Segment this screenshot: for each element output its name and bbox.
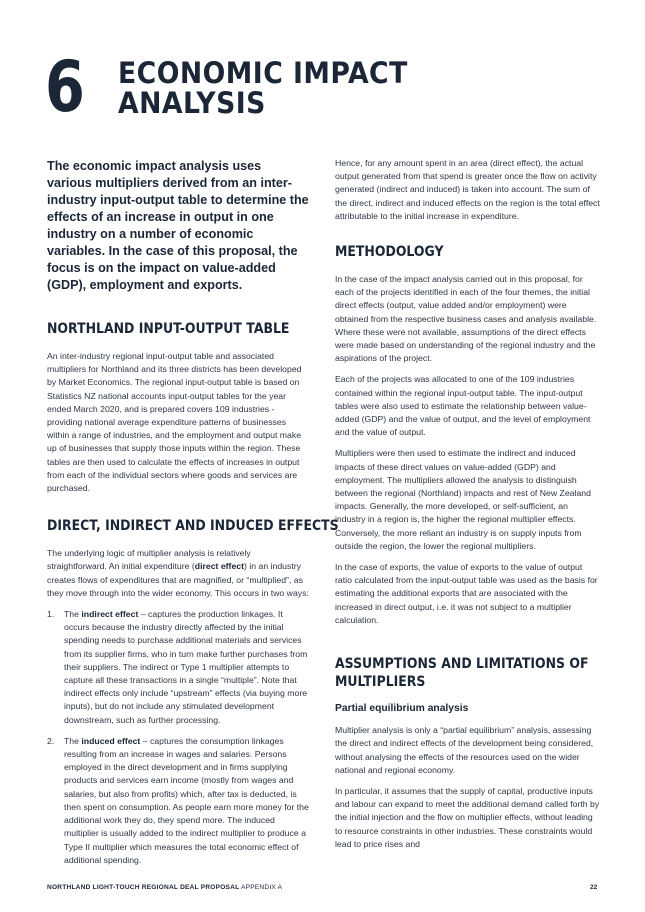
methodology-heading: METHODOLOGY xyxy=(335,244,444,261)
right-column xyxy=(335,157,600,859)
effects-heading: DIRECT, INDIRECT AND INDUCED EFFECTS xyxy=(47,518,339,535)
direct-effect-term: direct effect xyxy=(194,561,245,572)
page-number: 22 xyxy=(590,884,598,891)
chapter-title-line-1: ECONOMIC IMPACT xyxy=(118,56,408,90)
assumptions-heading: ASSUMPTIONS AND LIMITATIONS OF MULTIPLIERS xyxy=(335,656,589,691)
list-item: 2. The induced effect – captures the consumption linkages resulting from an increase in wages and salaries. Persons employed in the direct development and in firms supplying products and services earn income (mostly from wages and salaries, but also from profits) which, after tax is deducted, is then spent on consumption. As people earn more money for the additional work they do, they spend more. The induced multiplier is usually added to the indirect multiplier to produce a Type II multiplier which measures the total economic effect of additional spending. xyxy=(47,735,309,865)
assumptions-paragraph-2: In particular, it assumes that the supply of capital, productive inputs and labour can expand to meet the additional demand called forth by the initial injection and the flow on multiplier effects, without leading to resource constraints in other industries. These constraints would lead to price rises and xyxy=(335,785,600,849)
list-item: 1. The indirect effect – captures the production linkages. It occurs because the industry directly affected by the initial spending needs to purchase additional materials and services from its supplier firms, who in turn make further purchases from their suppliers. The indirect or Type 1 multiplier attempts to capture all these transactions in a single “multiple”. Note that indirect effects only include “upstream” effects (via buying more inputs), but do not include any stimulated development downstream, such as further processing. xyxy=(47,609,308,725)
chapter-title-line-2: ANALYSIS xyxy=(118,86,266,120)
methodology-paragraph-4: In the case of exports, the value of exports to the value of output ratio calculated from the input-output table was used as the basis for estimating the additional exports that are associated with the increased in direct output, i.e. it was not subject to a multiplier calculation. xyxy=(335,562,598,625)
io-table-paragraph: An inter-industry regional input-output table and associated multipliers for Northland and its three districts has been developed by Market Economics. The regional input-output table is based on Statistics NZ national accounts input-output tables for the year ended March 2020, and is prepared covers 109 industries - providing national average expenditure patterns of businesses within a range of industries, and the employment and output make up of businesses that supply those inputs within the region. These tables are then used to calculate the effects of increases in output from each of the individual sectors where goods and services are purchased. xyxy=(47,351,302,494)
footer xyxy=(47,884,282,891)
footer-title: NORTHLAND LIGHT-TOUCH REGIONAL DEAL PROPOSAL xyxy=(47,884,240,891)
left-column xyxy=(47,158,339,875)
methodology-paragraph-2: Each of the projects was allocated to one of the 109 industries contained within the regional input-output table. The input-output tables were also used to estimate the relationship between value-added (GDP) and the value of output, and the level of employment and the value of output. xyxy=(335,374,591,438)
effects-paragraph: The underlying logic of multiplier analysis is relatively straightforward. An initial expenditure (direct effect) in an industry creates flows of expenditures that are magnified, or “multiplied”, as they move through into the wider economy. This occurs in two ways: xyxy=(47,548,309,598)
intro-paragraph: Hence, for any amount spent in an area (direct effect), the actual output generated from that spend is greater once the flow on activity generated (indirect and induced) is taken into account. The sum of the direct, indirect and induced effects on the region is the total effect attributable to the initial increase in expenditure. xyxy=(335,158,600,221)
chapter-number: 6 xyxy=(45,46,85,128)
io-table-heading: NORTHLAND INPUT-OUTPUT TABLE xyxy=(47,321,290,337)
methodology-paragraph-3: Multipliers were then used to estimate the indirect and induced impacts of these direct values on value-added (GDP) and employment. The multipliers allowed the analysis to distinguish between the regional (Northland) impacts and rest of New Zealand impacts. Generally, the more developed, or self-sufficient, an industry in a region is, the higher the regional multiplier effects. Conversely, the more reliant an industry is on supply inputs from outside the region, the lower the regional multipliers. xyxy=(335,448,591,551)
footer-appendix: APPENDIX A xyxy=(241,884,283,891)
chapter-title xyxy=(118,58,433,118)
methodology-paragraph-1: In the case of the impact analysis carried out in this proposal, for each of the projects identified in each of the four themes, the initial direct effects (output, value added and/or employment) were obtained from the respective business cases and analysis available. Where these were not available, assumptions of the direct effects were made based on understanding of the regional industry and the aspirations of the project. xyxy=(335,274,597,364)
lead-paragraph: The economic impact analysis uses various multipliers derived from an inter-industry input-output table to determine the effects of an increase in output in one industry on a number of economic variables. In the case of this proposal, the focus is on the impact on value-added (GDP), employment and exports. xyxy=(47,159,309,292)
induced-effect-term: induced effect xyxy=(81,735,141,746)
partial-equilibrium-heading: Partial equilibrium analysis xyxy=(335,703,469,715)
assumptions-paragraph-1: Multiplier analysis is only a “partial equilibrium” analysis, assessing the direct and indirect effects of the development being considered, without analysing the effects of the resources used on the wider national and regional economy. xyxy=(335,725,594,775)
effects-list xyxy=(47,608,309,867)
indirect-effect-term: indirect effect xyxy=(81,609,139,620)
